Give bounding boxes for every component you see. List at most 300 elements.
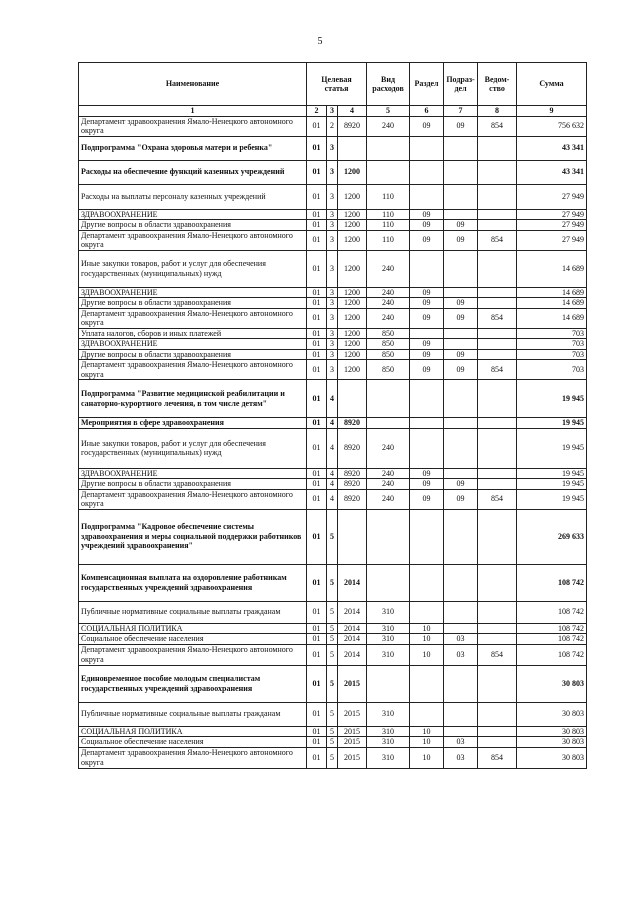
row-expense-type: 310 — [367, 623, 410, 634]
row-subsection: 09 — [444, 308, 478, 328]
row-program: 01 — [307, 136, 327, 160]
row-department: 854 — [478, 230, 517, 250]
table-row — [79, 564, 587, 601]
row-program: 01 — [307, 428, 327, 468]
row-sum: 108 742 — [517, 623, 587, 634]
row-name: Департамент здравоохранения Ямало-Ненецкого автономного округа — [79, 644, 307, 665]
row-subprogram: 3 — [327, 220, 338, 231]
row-sum: 27 949 — [517, 209, 587, 220]
row-name: Иные закупки товаров, работ и услуг для обеспечения государственных (муниципальных) нужд — [79, 250, 307, 287]
row-section: 09 — [410, 220, 444, 231]
table-row — [79, 349, 587, 360]
row-expense-type: 240 — [367, 287, 410, 298]
row-code: 1200 — [338, 328, 367, 339]
row-section — [410, 160, 444, 184]
row-subsection — [444, 468, 478, 479]
header-target: Целевая статья — [307, 63, 367, 106]
row-sum: 269 633 — [517, 509, 587, 564]
row-subprogram: 3 — [327, 230, 338, 250]
row-code: 1200 — [338, 230, 367, 250]
row-program: 01 — [307, 665, 327, 702]
row-subprogram: 5 — [327, 634, 338, 645]
row-name: ЗДРАВООХРАНЕНИЕ — [79, 339, 307, 350]
row-subsection — [444, 665, 478, 702]
row-code: 2015 — [338, 665, 367, 702]
row-department — [478, 479, 517, 490]
row-expense-type — [367, 418, 410, 429]
row-section: 09 — [410, 308, 444, 328]
row-subsection: 03 — [444, 644, 478, 665]
row-program: 01 — [307, 634, 327, 645]
row-department — [478, 702, 517, 726]
row-subsection — [444, 509, 478, 564]
column-number-row — [79, 106, 587, 117]
row-code: 2015 — [338, 737, 367, 748]
table-row — [79, 160, 587, 184]
row-section — [410, 250, 444, 287]
row-expense-type: 240 — [367, 468, 410, 479]
row-subprogram: 2 — [327, 116, 338, 136]
row-code: 2015 — [338, 702, 367, 726]
row-code: 8920 — [338, 489, 367, 509]
row-section: 10 — [410, 747, 444, 768]
row-sum: 703 — [517, 349, 587, 360]
table-row — [79, 360, 587, 380]
row-expense-type: 240 — [367, 428, 410, 468]
row-program: 01 — [307, 468, 327, 479]
row-subsection: 09 — [444, 360, 478, 380]
row-subprogram: 3 — [327, 287, 338, 298]
row-code: 8920 — [338, 479, 367, 490]
row-subsection — [444, 250, 478, 287]
row-sum: 19 945 — [517, 428, 587, 468]
row-program: 01 — [307, 220, 327, 231]
row-subsection — [444, 339, 478, 350]
row-subsection — [444, 564, 478, 601]
row-department — [478, 737, 517, 748]
row-sum: 27 949 — [517, 220, 587, 231]
row-section: 10 — [410, 726, 444, 737]
row-subprogram: 3 — [327, 298, 338, 309]
row-section: 10 — [410, 644, 444, 665]
row-name: СОЦИАЛЬНАЯ ПОЛИТИКА — [79, 623, 307, 634]
row-name: Иные закупки товаров, работ и услуг для обеспечения государственных (муниципальных) нужд — [79, 428, 307, 468]
row-code: 1200 — [338, 287, 367, 298]
row-subsection: 09 — [444, 220, 478, 231]
row-program: 01 — [307, 702, 327, 726]
row-department — [478, 634, 517, 645]
row-code: 8920 — [338, 116, 367, 136]
row-program: 01 — [307, 737, 327, 748]
row-code: 2014 — [338, 623, 367, 634]
row-section — [410, 665, 444, 702]
row-sum: 30 803 — [517, 726, 587, 737]
row-program: 01 — [307, 339, 327, 350]
table-row — [79, 250, 587, 287]
col-number: 5 — [367, 106, 410, 117]
row-expense-type: 240 — [367, 479, 410, 490]
row-name: Другие вопросы в области здравоохранения — [79, 349, 307, 360]
row-program: 01 — [307, 328, 327, 339]
row-sum: 19 945 — [517, 489, 587, 509]
table-row — [79, 136, 587, 160]
row-department — [478, 349, 517, 360]
row-expense-type: 310 — [367, 601, 410, 623]
row-sum: 108 742 — [517, 634, 587, 645]
row-department — [478, 339, 517, 350]
row-subsection — [444, 160, 478, 184]
row-expense-type: 850 — [367, 349, 410, 360]
row-sum: 19 945 — [517, 479, 587, 490]
col-number: 3 — [327, 106, 338, 117]
row-sum: 19 945 — [517, 418, 587, 429]
row-section: 09 — [410, 287, 444, 298]
row-section — [410, 702, 444, 726]
row-subprogram: 3 — [327, 250, 338, 287]
row-section: 09 — [410, 349, 444, 360]
row-department — [478, 209, 517, 220]
row-subprogram: 5 — [327, 509, 338, 564]
row-expense-type: 310 — [367, 702, 410, 726]
row-subprogram: 3 — [327, 339, 338, 350]
row-sum: 703 — [517, 328, 587, 339]
row-subprogram: 5 — [327, 702, 338, 726]
row-program: 01 — [307, 380, 327, 418]
row-program: 01 — [307, 230, 327, 250]
table-row — [79, 428, 587, 468]
row-name: Компенсационная выплата на оздоровление работникам государственных учреждений здравоохранения — [79, 564, 307, 601]
row-section: 10 — [410, 737, 444, 748]
row-subprogram: 5 — [327, 726, 338, 737]
table-row — [79, 509, 587, 564]
row-section: 09 — [410, 360, 444, 380]
row-department — [478, 298, 517, 309]
table-row — [79, 184, 587, 209]
row-department — [478, 665, 517, 702]
table-row — [79, 468, 587, 479]
row-subsection — [444, 418, 478, 429]
row-code: 2015 — [338, 726, 367, 737]
row-department: 854 — [478, 489, 517, 509]
row-name: ЗДРАВООХРАНЕНИЕ — [79, 468, 307, 479]
row-sum: 14 689 — [517, 250, 587, 287]
row-name: СОЦИАЛЬНАЯ ПОЛИТИКА — [79, 726, 307, 737]
row-subprogram: 3 — [327, 209, 338, 220]
row-subprogram: 5 — [327, 601, 338, 623]
row-name: Департамент здравоохранения Ямало-Ненецкого автономного округа — [79, 489, 307, 509]
row-subsection — [444, 428, 478, 468]
row-name: Подпрограмма "Охрана здоровья матери и ребенка" — [79, 136, 307, 160]
row-program: 01 — [307, 601, 327, 623]
row-section: 09 — [410, 339, 444, 350]
row-name: Подпрограмма "Развитие медицинской реабилитации и санаторно-курортного лечения, в том числе детям" — [79, 380, 307, 418]
row-code — [338, 136, 367, 160]
row-expense-type: 310 — [367, 644, 410, 665]
row-code: 1200 — [338, 339, 367, 350]
row-code: 1200 — [338, 220, 367, 231]
row-department: 854 — [478, 360, 517, 380]
row-subsection: 09 — [444, 489, 478, 509]
table-row — [79, 339, 587, 350]
row-subprogram: 5 — [327, 747, 338, 768]
row-name: Мероприятия в сфере здравоохранения — [79, 418, 307, 429]
row-code — [338, 509, 367, 564]
row-program: 01 — [307, 747, 327, 768]
header-row — [79, 63, 587, 106]
row-department: 854 — [478, 116, 517, 136]
row-code: 2014 — [338, 644, 367, 665]
row-sum: 14 689 — [517, 298, 587, 309]
row-name: Департамент здравоохранения Ямало-Ненецкого автономного округа — [79, 308, 307, 328]
row-section: 09 — [410, 116, 444, 136]
row-program: 01 — [307, 509, 327, 564]
row-expense-type: 310 — [367, 634, 410, 645]
header-vedomstvo: Ведом-ство — [478, 63, 517, 106]
row-subsection: 03 — [444, 747, 478, 768]
row-program: 01 — [307, 726, 327, 737]
table-row — [79, 702, 587, 726]
row-name: Департамент здравоохранения Ямало-Ненецкого автономного округа — [79, 230, 307, 250]
row-expense-type — [367, 665, 410, 702]
row-subsection — [444, 726, 478, 737]
row-name: Единовременное пособие молодым специалистам государственных учреждений здравоохранения — [79, 665, 307, 702]
row-name: Расходы на обеспечение функций казенных учреждений — [79, 160, 307, 184]
row-department — [478, 623, 517, 634]
row-code: 1200 — [338, 209, 367, 220]
row-sum: 703 — [517, 360, 587, 380]
row-section: 09 — [410, 468, 444, 479]
row-department — [478, 418, 517, 429]
row-section — [410, 509, 444, 564]
row-name: Другие вопросы в области здравоохранения — [79, 479, 307, 490]
row-department: 854 — [478, 308, 517, 328]
row-subsection — [444, 380, 478, 418]
row-program: 01 — [307, 116, 327, 136]
row-section — [410, 184, 444, 209]
row-name: Публичные нормативные социальные выплаты гражданам — [79, 702, 307, 726]
row-sum: 108 742 — [517, 601, 587, 623]
row-program: 01 — [307, 250, 327, 287]
row-expense-type — [367, 564, 410, 601]
row-sum: 30 803 — [517, 665, 587, 702]
col-number: 6 — [410, 106, 444, 117]
row-sum: 43 341 — [517, 136, 587, 160]
row-expense-type: 310 — [367, 726, 410, 737]
row-expense-type: 850 — [367, 360, 410, 380]
row-subprogram: 3 — [327, 184, 338, 209]
row-sum: 43 341 — [517, 160, 587, 184]
row-department — [478, 136, 517, 160]
row-code: 2014 — [338, 634, 367, 645]
header-vid: Вид расходов — [367, 63, 410, 106]
row-name: Департамент здравоохранения Ямало-Ненецкого автономного округа — [79, 747, 307, 768]
row-code: 2014 — [338, 601, 367, 623]
row-sum: 108 742 — [517, 644, 587, 665]
row-name: Подпрограмма "Кадровое обеспечение системы здравоохранения и меры социальной поддержки работников учреждений здравоохранения" — [79, 509, 307, 564]
row-subprogram: 5 — [327, 644, 338, 665]
row-subprogram: 3 — [327, 360, 338, 380]
row-department — [478, 428, 517, 468]
row-section — [410, 564, 444, 601]
row-code: 2015 — [338, 747, 367, 768]
row-section — [410, 418, 444, 429]
row-expense-type: 110 — [367, 230, 410, 250]
row-section: 10 — [410, 623, 444, 634]
row-subprogram: 4 — [327, 380, 338, 418]
row-expense-type: 310 — [367, 747, 410, 768]
row-expense-type: 240 — [367, 250, 410, 287]
row-expense-type: 310 — [367, 737, 410, 748]
row-code: 1200 — [338, 250, 367, 287]
row-expense-type: 110 — [367, 220, 410, 231]
col-number: 7 — [444, 106, 478, 117]
row-section — [410, 601, 444, 623]
row-program: 01 — [307, 623, 327, 634]
row-department — [478, 564, 517, 601]
row-program: 01 — [307, 349, 327, 360]
row-subsection — [444, 209, 478, 220]
table-row — [79, 116, 587, 136]
row-sum: 19 945 — [517, 380, 587, 418]
row-section: 09 — [410, 298, 444, 309]
row-name: Департамент здравоохранения Ямало-Ненецкого автономного округа — [79, 116, 307, 136]
row-name: Расходы на выплаты персоналу казенных учреждений — [79, 184, 307, 209]
row-subsection — [444, 328, 478, 339]
row-department — [478, 726, 517, 737]
table-row — [79, 328, 587, 339]
row-subprogram: 4 — [327, 489, 338, 509]
row-subprogram: 5 — [327, 737, 338, 748]
row-subsection: 03 — [444, 737, 478, 748]
row-department: 854 — [478, 644, 517, 665]
row-subsection — [444, 136, 478, 160]
row-subsection: 09 — [444, 116, 478, 136]
row-program: 01 — [307, 160, 327, 184]
row-subsection — [444, 702, 478, 726]
row-department — [478, 250, 517, 287]
row-program: 01 — [307, 184, 327, 209]
row-expense-type — [367, 509, 410, 564]
row-code: 1200 — [338, 184, 367, 209]
row-program: 01 — [307, 644, 327, 665]
row-code: 1200 — [338, 308, 367, 328]
row-expense-type: 850 — [367, 328, 410, 339]
row-name: Другие вопросы в области здравоохранения — [79, 220, 307, 231]
header-name: Наименование — [79, 63, 307, 106]
row-sum: 30 803 — [517, 747, 587, 768]
row-section: 09 — [410, 230, 444, 250]
row-section: 09 — [410, 209, 444, 220]
row-name: Социальное обеспечение населения — [79, 737, 307, 748]
row-program: 01 — [307, 418, 327, 429]
row-subprogram: 3 — [327, 160, 338, 184]
row-name: ЗДРАВООХРАНЕНИЕ — [79, 287, 307, 298]
row-code: 8920 — [338, 418, 367, 429]
row-subprogram: 3 — [327, 136, 338, 160]
row-name: Уплата налогов, сборов и иных платежей — [79, 328, 307, 339]
row-department — [478, 328, 517, 339]
table-body — [79, 116, 587, 768]
row-subsection — [444, 601, 478, 623]
row-section — [410, 380, 444, 418]
table-row — [79, 308, 587, 328]
row-sum: 756 632 — [517, 116, 587, 136]
row-sum: 30 803 — [517, 702, 587, 726]
table-row — [79, 644, 587, 665]
header-summa: Сумма — [517, 63, 587, 106]
row-subprogram: 3 — [327, 328, 338, 339]
header-razdel: Раздел — [410, 63, 444, 106]
row-department — [478, 380, 517, 418]
row-program: 01 — [307, 489, 327, 509]
row-sum: 14 689 — [517, 308, 587, 328]
table-row — [79, 287, 587, 298]
row-subprogram: 3 — [327, 308, 338, 328]
row-code: 2014 — [338, 564, 367, 601]
row-department — [478, 160, 517, 184]
col-number: 1 — [79, 106, 307, 117]
table-row — [79, 230, 587, 250]
table-row — [79, 380, 587, 418]
row-expense-type: 240 — [367, 489, 410, 509]
table-row — [79, 634, 587, 645]
row-subsection: 09 — [444, 230, 478, 250]
page-number: 5 — [317, 36, 323, 47]
row-code: 8920 — [338, 468, 367, 479]
row-subprogram: 5 — [327, 564, 338, 601]
row-name: Другие вопросы в области здравоохранения — [79, 298, 307, 309]
row-subsection — [444, 184, 478, 209]
row-code: 1200 — [338, 298, 367, 309]
row-expense-type: 850 — [367, 339, 410, 350]
table-row — [79, 601, 587, 623]
table-row — [79, 298, 587, 309]
row-expense-type: 240 — [367, 308, 410, 328]
row-subprogram: 4 — [327, 418, 338, 429]
row-subsection: 09 — [444, 298, 478, 309]
row-sum: 19 945 — [517, 468, 587, 479]
row-section: 10 — [410, 634, 444, 645]
table-row — [79, 220, 587, 231]
table-row — [79, 209, 587, 220]
row-section: 09 — [410, 489, 444, 509]
row-section — [410, 328, 444, 339]
row-subprogram: 4 — [327, 468, 338, 479]
row-sum: 14 689 — [517, 287, 587, 298]
row-expense-type — [367, 160, 410, 184]
budget-table — [78, 62, 587, 769]
row-subprogram: 5 — [327, 623, 338, 634]
row-department — [478, 184, 517, 209]
row-program: 01 — [307, 287, 327, 298]
table-row — [79, 665, 587, 702]
row-subprogram: 4 — [327, 479, 338, 490]
row-subprogram: 5 — [327, 665, 338, 702]
row-sum: 108 742 — [517, 564, 587, 601]
row-program: 01 — [307, 298, 327, 309]
row-sum: 27 949 — [517, 230, 587, 250]
col-number: 2 — [307, 106, 327, 117]
row-subsection — [444, 287, 478, 298]
table-row — [79, 489, 587, 509]
table-row — [79, 726, 587, 737]
row-program: 01 — [307, 360, 327, 380]
row-subprogram: 4 — [327, 428, 338, 468]
row-department — [478, 509, 517, 564]
row-program: 01 — [307, 209, 327, 220]
row-sum: 30 803 — [517, 737, 587, 748]
row-section — [410, 136, 444, 160]
